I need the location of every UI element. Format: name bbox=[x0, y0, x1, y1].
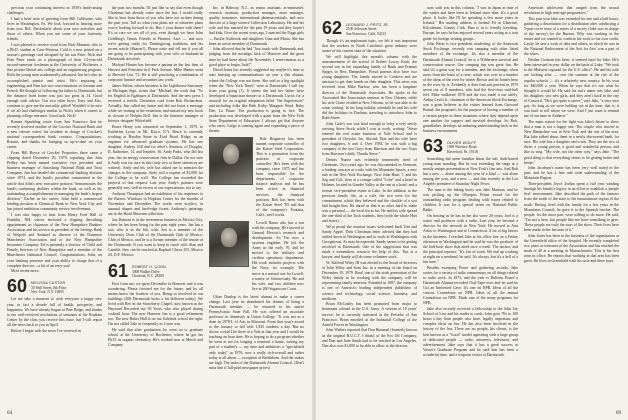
left-column-2 bbox=[108, 6, 203, 410]
class-year-number: 62 bbox=[322, 18, 343, 38]
paragraph: The man is the hiking boots was Jake Mattson, and he was picking up the Olympus Prime award for the outstanding radio program dealing with issues related to children. It was for a special series on National Public Radio. bbox=[423, 188, 518, 213]
paragraph: Ronnie Spaulding wrote from San Francisco that he recently received another of the Crocker National Bank and a new release writes his resident in charge of Crocker's national correspondent bank contacts. Congratulations, Ronnie, and thanks for bringing us up-to-date on your career. bbox=[7, 119, 102, 150]
class-entry-63 bbox=[423, 135, 518, 156]
paragraph: John Jacobsen's name has been very well noted in the past, and he has a fine and wide understanding of the Mountain Region. bbox=[524, 166, 619, 181]
paragraph: American adolescent that ranged from the sexual revolution to high teen-age pregnancies." bbox=[524, 6, 619, 16]
left-col3-side-text-b bbox=[252, 221, 304, 293]
paragraph: Michael Hunter has become a partner in the law firm of Harvest and Feinstein in il Park Avenue. Mike Hunter went to Harvard Law '72. He is still practicing a combination of corporate finance and securities law work. bbox=[108, 62, 203, 82]
class-entry-61 bbox=[108, 260, 203, 281]
secretary-name: LEONARD J. PRITZ JR. bbox=[346, 22, 389, 27]
left-col3-paragraphs-b bbox=[209, 295, 304, 371]
left-column-1 bbox=[7, 6, 102, 410]
right-column-3 bbox=[524, 6, 619, 410]
right-col2-after-paragraphs bbox=[423, 157, 518, 358]
paragraph: sons with you in this column. "I was in Japan at time of the winter and have been in Ireland since then. It's a good place. It looks like I'll be spending a few more years in Ireland." His mailing address is Ireland Fit at Glencrue, Kilcoleman, County Cork. Pam is in to frendly traveling. Europe, he says he has enjoyed several years acting as a tour guide for foreign visiting groups. bbox=[423, 6, 518, 41]
secretary-name: ROBERT H. CONN bbox=[132, 265, 166, 270]
class-entry-60 bbox=[7, 276, 102, 297]
class-secretary-header bbox=[132, 265, 166, 278]
portrait-photo bbox=[209, 221, 249, 267]
paragraph: On hosting as he has in the last wave 20 years, Joel is a writer and producer with a radio. Last year, he became a director for the network in New York. He moved to Ann Arbor to Washington and to Connecticut. A lot of big hitters in the business. I reached Jake at his office late on a Friday afternoon in Washington and he said he was the producer of the half-hour show that aired once a week. The anchor, and the principal reporter. "It's lots of work. We end up working at night on a weekend, he said. It's always, but it's a hell of a fun time." bbox=[423, 214, 518, 264]
class-year-number: 63 bbox=[423, 135, 444, 156]
photo-row-bottom bbox=[209, 221, 304, 293]
class-year-number: 61 bbox=[108, 260, 129, 281]
page-number-right: 69 bbox=[616, 411, 621, 416]
left-column-3 bbox=[209, 6, 304, 410]
paragraph: We're proud the reunion issues welcomed back Tim and Sandy Appel. Their Christmas letter advised that they had settled down in Washington and to work in Washington with Georgetown. As may be expected, Sandy seems to be getting involved in Dartmouth. One of the suggestions that was made a tremendous resource the help of this. Tim is a lawyer, and Sandy will do some volunteer work. bbox=[322, 224, 417, 260]
paragraph: David Jones has recently suggested my maybe it's time to start heaving up communications on over a this alumni, where the College was not them. She said so a big spotlight when the "New York Times" were at Dartmouth. I will say from your going (?). It seems she and her father have developed a bipartisan theater in a Dartmouth. Lyrics for a musical for an original adaptation titled "the Supervisors" and including folks like Beth Kirby, Margaret Ward, Ruby Dee, La Prune. The production is going to live. The production was developed with a grant from the New York State Department of Education. I always get that Anyone who cares, Cafgo is coming again and expanding a piece of theater. bbox=[209, 68, 304, 134]
class-entry-62 bbox=[322, 20, 417, 36]
paragraph: He said that after graduation, he went on to graduate school at the University of Rochester, where he got his Ph.D. in organic chemistry. He's worked now at Merck and Company bbox=[108, 328, 203, 348]
paragraph: John allowed that he had "lost touch with Dartmouth and, judging from the nostalgic kick of Hanover and the great time he had there about the November 1 semi-reunion as a good place to begin, Jack!" bbox=[209, 47, 304, 67]
secretary-address: 30 Wall Street, 8th Floor bbox=[31, 285, 67, 290]
secretary-address: 3000 Walker Drive bbox=[132, 269, 160, 274]
page-number-left: 64 bbox=[7, 411, 12, 416]
paragraph: The main reason for the fight was Jake's desire to show that a man is not a happy one. The couple who moved to New Hampshire was in New York and the rest of the area. But Jake talked about them in a newly discovered bank, for sure. His wife has a daughter and a son. They are the two of them: a young person, a good and wonderful person, and like to sing. "My wife, not the other way," says Jake. "The good thing is that everything seems to be getting better and better." bbox=[524, 119, 619, 165]
left-col2-paragraphs bbox=[108, 6, 203, 259]
paragraph: This past year Jake was extended for one and a half hours, gathering a dissertation for a distribution after conducting a 5-part cover story of a series of a survey (Jake was in charge of the survey) for the Bureau. Why was working in the issues and we wanted to confirm his work to his own credit. Lastly, he saw a work of data and others, in which he was in the National Endowment of the Arts for Arts' was a part of the series. bbox=[524, 16, 619, 57]
paragraph: Bruce Henry was remarried on September 1, 1979, to Katherine Lyons in Mt. Kisco, N.Y. Bruce is currently working at Hayden Stone in Ford Road. Ridge, as an engineer for advanced graduate systems. He has one daughter, Audrey Gill and for other's Aviation, of Douglas, II, Katherine, 14, and Jennifer, 16. Andy Parks, who did last year, has an energy conservation firm in Dallas. I'm not sure if Andy was for sure in this (only two or three sentences are written). Andy and his wife has asked me to mention the changes to the company. Andy will a request of $1,000 for the College to be well. The College has exceeded the projects of that request. Last year, Andy's pointers were generally very well in excess of our expectations, not to say. bbox=[108, 124, 203, 191]
paragraph: Brian McCarthy has been promoted from major to lieutenant colonel in the U.S. Army. A veteran of 18 years' service, he is currently stationed at the Presidio of San Francisco. Brian enrolled at the Industrial College of the Armed Forces in Washington. bbox=[322, 302, 417, 327]
right-column-1 bbox=[322, 6, 417, 410]
paragraph: Though it's an unpleasant topic, we felt it was important that the workers in North Carolina's great industry were aware of the current state of the situation. bbox=[322, 39, 417, 54]
right-page bbox=[314, 0, 628, 420]
left-col1-paragraphs bbox=[7, 6, 102, 274]
paragraph: John Jones has been in the business of the organization at the Greenfield office of the hospital. He recently completed two years as treasurer of the Association and has reached the mark of 40 at a meeting in Massachusetts. This is his first term in office. He reports that working in that area has been great. He lives in Greenfield with his wife and three boys. bbox=[524, 233, 619, 264]
paragraph: Before I begin with the news I've received in bbox=[11, 328, 81, 333]
secretary-city: New York, N.Y. 10005 bbox=[31, 290, 64, 295]
paragraph: precious your continuing interest in 1959's fund-raising challenges. bbox=[7, 6, 102, 16]
paragraph: I was pleased to receive word from Nick Mannon, who is a Ph.D. student at Case-Western. Cold is a new posted on a season's greetings card designed by his son Peter. Nick and Pam Peter sends us a photograph of their 14-year-old second-semester freshman at the University of Rochester, a fine private liberal arts college and an engineering program. Both the young man academically advanced, but he's also an accomplished pianist and artist. He's majoring in engineering and Pam has two concentrations in German and French. He thought of following his father to Dartmouth, but the distance from home was just too great at 14. Good enough with advice: Our two other boys, Tony and Eric, continue to give me the mortality gifted! Wouldn't it be nice if we all had challenges similar to Nick's when it comes to planning college entrance. Good luck, Nick! bbox=[7, 42, 102, 119]
paragraph: Lowell Bauer also has a son with his company. He's moved to General Electric's research and development. So I'm now a systems engineer. He left the Army in the early 70, and he moved to the military and civilian operations department. His work includes projects with the Navy, for example. The move is a natural one for Lowell, a native of Schenectady. He and his wife, and two children now live at 260 Sugartown Court. bbox=[252, 220, 304, 291]
secretary-city: San Francisco, Calif. 94123 bbox=[346, 31, 387, 36]
paragraph: Besides sweeping Peace and gathering awards, Jake writes for a variety of radio commentary on all things related to radio work. In 1973, and the year is Bulletin Board a Dartmouth Alumni-recorded Oral-Tape over and he said he Got an Interested Cave. It's one on NPR. Ideas of all the various Countdown on NPR. Ideas of all the annual Countdown on NPR. Think one of the many programs for NPR. bbox=[423, 265, 518, 306]
paragraph: Jake also recently received a fellowship to the John Jay School of Law and his trades to cards, John goes 70s to 100 hours a day from people who have, legally important, and complex ideas on law. He has also been involved in the history of the law. There are no people, his clients, is the best known as a "Good" model appearing with a large group of dedicated people — radio, attorneys, television, and advertisement. Jake says that it has a great success at Vassar's Graduate Program and he said that has been a wonderful time, and a frequent visitor at Dartmouth. bbox=[423, 307, 518, 357]
secretary-city: Charlotte, N.C. 28209 bbox=[132, 274, 164, 279]
paragraph: Let me take a moment to wish everyone a happy new year, in fact a decade full of health, prosperity, and happiness. We have already begun at Pine Ridge, and thanks to the well-received resolutions of seminars at the Hopkins Center by the class you receive this issue, but I will report all the news back to you in April. bbox=[7, 297, 102, 327]
paragraph: Neither Gorman has been, it seemed hard for Jake. He's been interested in your dollar on the basis of Lake: "We took to the Midwest regional for the U.S. office". He and his wife are looking after — over the summer at the rise of the regular schools — it's a relatively new country. In his own for $40,000 a year. When he says that it's not what he thought it would be. He said his son's name was Jake, and his daughter, two new girls, and they aren't back in the city of Concord. "He's got quite a career," says Jake, "a very nice guy. As long as we were holding out at the time, that is, it was hard to tell where we were. And I just want to remind me of our time in Amherst." bbox=[524, 58, 619, 119]
paragraph: Anthony Thompson had an exhibition of his responses to the Barrow Windows in Hopkins Center for the months of November and December. The works were acrylics, in unusual shapes and hard-edge forms. Anthony's paintings are in the Hood Museum collection. bbox=[108, 191, 203, 217]
paragraph: Uhire Dunlop is the latest alumni to make a career change. Last year he abandoned his dreams of being a Dartmouth member — he returned to his native Pennsylvania State Fall. He was offered an associate professor in chemistry at Union College. "It was not as a dean in 1978-I, of Arts in Missouri. From that year's award to the January to fall with 1,835 students a day. But no doctor would I be there at a Yale at that year and I would be teaching an hour time. He is hoping to do a program whether he went at not for longing a terminal a home, writing my part of a student's — my time and ambitions a "specialized only today" in 1976, now a really rich-overall and rather today is all about — exception at Bethlehem. And the stakes are high. The tasks of the Dartmouth Alumni Council. (Don't miss him if full-paid newspaper prices) bbox=[209, 294, 304, 370]
secretary-city: Haverford, Pa. 19118 bbox=[447, 149, 478, 154]
right-col2-paragraphs bbox=[423, 6, 518, 134]
paragraph: the past two months, I'd just like to say that even though Christmas has already come since the last, I would really like to hear from those of you who have not written during the past year. Tell us what your plans are or whatever plans you're looking forward to do. Has 1 your dinner with them? It's so rare we see all of you, even though we have John Goldberg's Tennis Friends in Phoenix, Ariz. — and now we're getting ready for Thanksgiving traditions, and his recent article (Sharon?). Please write and tell me if you all are going to be participating with your wife or husband in Dartmouth activities. bbox=[108, 6, 203, 61]
paragraph: Then-president Joyce Jordan spent a full year winding through his family's legacy in an effort to establish a 'people first' environment. Jake described the path of the farmers from the south of the state to the mountainous region of the north. Having lived with the family for a few years in the Mountains Council, he gave it to the Spanish teacher. The people, for the most part, were willing to do more. He said, "I'm not a hero, but people like me have something to give. These people are truly the stars of the show. Their lives have been made richer because of it." bbox=[524, 182, 619, 232]
paragraph: Inc. in Rahway, N.J., as senior assistant, as-ministries' research assistant, production manager, asset manager, quality assurance, international pharmaceuticals, and now director of a large science Collection Laboratory. He and his wife and has married for the past 19 years and they haven't had kids. Over the recent years ago, I married the Figgs girls — Emilie Ashbrook and daughters Gina and Maria. She has been an active member of Dartmouth. bbox=[209, 6, 304, 46]
photo-row-top bbox=[209, 137, 304, 219]
paragraph: We will highlight this month's column with the announcement of the arrival of Robert Lowry Kraft, the second son in the expanding family of Hank and Frannie Surges in New Hampshire. Proud parents also have two young daughters. The family moved to Cordova and are anxious to get their hands on their daughter. This news was received from Mike Barlow, who has been a longtime director of the Dartmouth Associates. He spoke at the Associated Bar Association seminar in New Orleans, while his wife Claire resided in New Orleans, so he was able to do some visiting. In his long holiday schedule he and his wife did the holidays in Durham, traveling to introduce John to Ruth Street. bbox=[322, 54, 417, 120]
paragraph: John Walters reported that Dan Hummel (formerly known as the original R.U.C.T. I think) of the Fox Oil Company, and Dan and Jane Smith had to be reached in Los Angeles. Dan also won $1,000 to be able to allow to the director. bbox=[322, 328, 417, 348]
paragraph: Something did seem familiar about the tall, dark-haired young man standing. But he was extending the stage at a mostly unique presentation at New York's fine arts. And Bob has a new — alone among the year of a kind — was alone among the year, and a new — and that recently at the Los Angeles premiere of Saturday Night Fever. bbox=[423, 156, 518, 187]
paragraph: I had a brief note of greeting from Bill Coldwater, who lives in Washington, Pa. We look forward to hearing more from you, Bill. Particularly about your new activities and those of others. When you see some of your fraternity friends. bbox=[7, 16, 102, 42]
right-col1-paragraphs bbox=[322, 39, 417, 349]
paragraph: Most recent news: bbox=[11, 269, 40, 274]
class-secretary-header bbox=[447, 141, 478, 154]
paragraph: John Wertz is vice president, marketing, of the American Stock Exchange, recently was camping with other listed members of the exchange. It's also a member of the Dartmouth Alumni Council; he is a Wilderness survival and conservation course. Our camping trip was great fun. He said it's a great way for a member, and the exchange, when away from the basis of a river, which was over in a number of the ideas of the river by winter Brown and its former hero in the river by is. Evidently it does find suit percent in 1979 seven out of 8 members, who had the first-class mid-half feel. Mike walkered 1978 and the two made it out safely. Arthur Levitt Jr., chairman of the American Stock Exchange, was a great believer in the values learned from Outward Bound, the program's for the purpose of having a number of a certain people in these situations where they depend upon one another for support and survival develops. So Bob, grandfather, develops an enduring understanding back in the business environment. bbox=[423, 42, 518, 133]
left-col3-side-text-a bbox=[256, 137, 304, 219]
left-col2-after-paragraphs bbox=[108, 282, 203, 349]
paragraph: Bob Brigances has been named corporate controller of the Kaiser Steel Corporation. This is a promotion from the position of corporate controller. He's been with the company since 1975 and has been responsible for the departments of corporate finance analysis and he has been active in financial services, the financial position. Bob has been with the Kaiser Steel "85 and that of the company's Fontana, Calif., steel works. bbox=[256, 136, 304, 217]
paragraph: First from me, we spent December in Hanover and it was wondering. Please forward me for the future, and by all means know the location of you. Being so involved in our buildings (200 Dartmouth looks a bit different today). We lived with Bev in the Strawberry Chapel, now known as the Hayward Recorded our 50 Years, who also played during cocktail hour. The new Hanover Inn is a good refinement too. The new Baker Hall is on our Zalenick school the right. I'm not called Zale as frequently as I once was. bbox=[108, 281, 203, 327]
paragraph: From Bill Boyce of Crocker Properties there came a clipping dated December 29, 1979, reporting that Jean Pedley has been named executive vice president and business manager of Amoskeag National Bank and Trust Company. Jim has headed the commercial banking division since 1974, and the bank's president commented in the article that John's new executive position "demonstrates the bank's continuing abilities within the bank, as well as his outstanding accomplishments in managing the bank's largest division." Earlier in his career, John held a commercial lending position at Chemical Bank in New York City and has joined ambitious community service involvement. bbox=[7, 151, 102, 212]
secretary-name: OLIVER WOLFF bbox=[447, 140, 477, 145]
left-col3-paragraphs-a bbox=[209, 6, 304, 135]
class-secretary-header bbox=[31, 281, 66, 294]
secretary-address: 2100 Jefferson Street bbox=[346, 27, 377, 32]
paragraph: Dennis Nunez was evidently immensely tired of Christmas. Two years ago, he was discontented in Vermont, a leading concern at a rule with his Mountain Sports, a new rule in the New York Exchange. Now John Hunt, 7, and his dog and Colt, lives at a cottage called "Lohe" and a hotel in Holmes, located in Gander Valley at the one at a hotel, and a former vice-president estate at Lake. In the addition to the previous family life, as a wife, the two were for the commitment, which they believed and the chuckle of a sort had bought him. He dared us that it as other hard to make was a personal — the local tea as his. He and his wife spread the one-third of the Tuck students, they (with the whole Hart and Jones). bbox=[322, 157, 417, 224]
paragraph: John Cade's son was kind enough to relay a very newly arriving Steve Stock while I was at work, writing: "Steve entered the real estate business at Yale School and is president of Chrysler, Inc. Abroad, Don and his wife have two daughters, 6 and 4. Over 1983, he was with a big company of the two Guys from Harrison and the two Guys from Harrison's daily. Thanks Steve." bbox=[322, 121, 417, 157]
paragraph: Jon Dunnan is in the investment business in Mexico City, where he has been living for the past eight years. Jan has a son, who is in the 6th, with. Jon is a member of the University Dons Club of the Dartmouth Club of Mexico. Club of Mexico, and he is a former member of the senate of the Dartmouth. If you want to keep in touch with Alan and Camille, they can be reached at Raphael Checa 255, Mexico 20, D.F. Mexico. bbox=[108, 217, 203, 258]
class-year-number: 60 bbox=[7, 276, 28, 297]
secretary-name: MELISSA CUSTOR bbox=[31, 281, 66, 286]
right-column-2 bbox=[423, 6, 518, 410]
left-col1-after-paragraphs bbox=[7, 297, 102, 333]
portrait-photo bbox=[209, 137, 253, 185]
paragraph: W. Stafford Wiley III was elected to the board of directors of John Wiley and Sons Inc. in a meeting of the board on December 19, 1979. Brad, one of the sixth generation of the Wiley family to be working with the company, will be representing family interests. Founded in 1807, the company is one of America's leading independent publishers of science and technology, social science, business, and medicine. bbox=[322, 261, 417, 301]
class-secretary-header bbox=[346, 23, 389, 36]
paragraph: James Fallon, whose business is the Lighthouse Sanctuary in Michigan Sign, writes that "Michael, the work that "Yo les English in Egaliquer at Dartmouth. And the new press I received a terrific Christmas card from Bob Richardson. Actually, Jim called my home and did not leave a message while we visiting at the extension, and missed my new book in closure of Holpha Bell. Jim is the business manager of Interior designer Whitefield. bbox=[108, 83, 203, 124]
right-col3-paragraphs bbox=[524, 6, 619, 264]
secretary-address: 1969 Winslow Road bbox=[447, 145, 477, 150]
paragraph: I was also happy to hear from Henry Ford Hall of Franklin, NH, whose enclosed a clipping describing appointment as chairman of the New Hampshire Bankers Association and his service as president of the Savings Bank of Walpole and Sentinel as director of the Dunmore Manchester Association and of the New Hampshire Insurance Company. Ed is presently a director of Child and Family Services of New Hampshire and a member of the Manchester Industrial Council. Congratulations, John, on your banking presence and your ability to charge that of a complete director—a bit of an envy you! bbox=[7, 212, 102, 268]
